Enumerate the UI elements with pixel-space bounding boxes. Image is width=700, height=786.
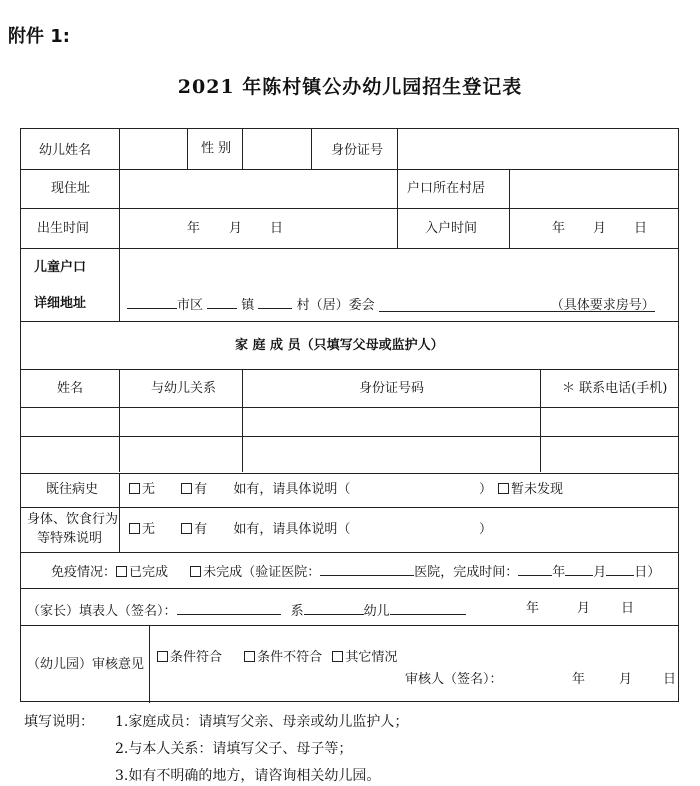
immunization-day-label: 日） <box>634 565 661 580</box>
row-divider <box>21 552 678 553</box>
household-address-label-line2: 详细地址 <box>34 296 87 311</box>
special-options <box>129 522 350 538</box>
filler-day-label: 日 <box>621 601 635 616</box>
col-divider <box>311 129 312 169</box>
col-divider <box>119 129 120 321</box>
city-blank[interactable] <box>127 295 177 309</box>
medical-history-options <box>129 482 350 498</box>
special-detail-prompt: 如有，请具体说明（ <box>233 522 351 537</box>
review-meets-label: 条件符合 <box>170 650 223 665</box>
note-item-3: 3.如有不明确的地方，请咨询相关幼儿园。 <box>115 768 381 784</box>
filler-child-label: 幼儿 <box>363 604 390 619</box>
town-label: 镇 <box>241 298 255 313</box>
filler-year-label: 年 <box>526 601 540 616</box>
filler-month-label: 月 <box>577 601 591 616</box>
review-not-meets-checkbox[interactable] <box>244 651 255 662</box>
town-blank[interactable] <box>207 295 237 309</box>
completion-month-blank[interactable] <box>565 562 593 576</box>
col-divider <box>397 129 398 169</box>
current-address-label: 现住址 <box>51 181 91 196</box>
immunization-completed-checkbox[interactable] <box>116 566 127 577</box>
family-col-name: 姓名 <box>57 381 84 396</box>
review-other-label: 其它情况 <box>345 650 398 665</box>
medical-has-label: 有 <box>194 482 208 497</box>
medical-has-checkbox[interactable] <box>181 483 192 494</box>
filler-signature-blank[interactable] <box>177 601 281 615</box>
entry-day-label: 日 <box>634 221 648 236</box>
col-divider <box>397 169 398 248</box>
immunization-month-label: 月 <box>593 565 607 580</box>
col-divider <box>119 369 120 472</box>
review-day-label: 日 <box>663 672 677 687</box>
medical-detail-prompt: 如有，请具体说明（ <box>233 482 351 497</box>
medical-none-label: 无 <box>142 482 156 497</box>
household-village-label: 户口所在村居 <box>407 181 486 196</box>
review-meets-checkbox[interactable] <box>157 651 168 662</box>
medical-not-found-checkbox[interactable] <box>498 483 509 494</box>
col-divider <box>119 473 120 552</box>
review-options <box>157 650 397 666</box>
medical-history-label: 既往病史 <box>46 482 99 497</box>
medical-none-checkbox[interactable] <box>129 483 140 494</box>
completion-year-blank[interactable] <box>518 562 552 576</box>
row-divider <box>21 321 678 322</box>
completion-day-blank[interactable] <box>606 562 634 576</box>
reviewer-signature-label: 审核人（签名）： <box>405 672 503 687</box>
col-divider <box>187 129 188 169</box>
special-label-line1: 身体、饮食行为 <box>27 512 119 527</box>
row-divider <box>21 625 678 626</box>
relation-blank[interactable] <box>304 601 364 615</box>
hospital-blank[interactable] <box>320 562 414 576</box>
note-item-1: 1.家庭成员：请填写父亲、母亲或幼儿监护人； <box>115 714 409 730</box>
special-detail-close: ） <box>479 522 493 537</box>
attachment-label: 附件 1: <box>8 26 70 47</box>
immunization-year-label: 年 <box>552 565 566 580</box>
row-divider <box>21 588 678 589</box>
special-none-label: 无 <box>142 522 156 537</box>
household-address-label-line1: 儿童户口 <box>34 260 87 275</box>
col-divider <box>242 129 243 169</box>
col-divider <box>509 169 510 248</box>
household-address-line <box>127 295 655 314</box>
review-other-checkbox[interactable] <box>332 651 343 662</box>
id-number-label: 身份证号 <box>331 143 384 158</box>
review-label: （幼儿园）审核意见 <box>27 657 145 672</box>
family-col-phone: ＊ 联系电话(手机) <box>562 381 668 396</box>
household-entry-time-label: 入户时间 <box>425 221 478 236</box>
entry-month-label: 月 <box>593 221 607 236</box>
special-has-checkbox[interactable] <box>181 523 192 534</box>
review-year-label: 年 <box>572 672 586 687</box>
immunization-not-completed-label: 未完成 <box>203 565 243 580</box>
family-col-relation: 与幼儿关系 <box>151 381 217 396</box>
col-divider <box>242 369 243 472</box>
filler-label: （家长）填表人（签名）： <box>27 604 177 619</box>
birth-day-label: 日 <box>270 221 284 236</box>
review-not-meets-label: 条件不符合 <box>257 650 323 665</box>
immunization-completed-label: 已完成 <box>129 565 169 580</box>
special-label-line2: 等特殊说明 <box>37 531 103 546</box>
family-heading: 家 庭 成 员（只填写父母或监护人） <box>235 338 444 353</box>
special-none-checkbox[interactable] <box>129 523 140 534</box>
child-name-blank[interactable] <box>390 601 466 615</box>
child-name-label: 幼儿姓名 <box>39 143 92 158</box>
birth-year-label: 年 <box>187 221 201 236</box>
immunization-hospital-label: 医院，完成时间： <box>414 565 519 580</box>
immunization-label: 免疫情况： <box>51 565 117 580</box>
notes-heading: 填写说明： <box>24 714 94 730</box>
note-item-2: 2.与本人关系：请填写父子、母子等； <box>115 741 353 757</box>
immunization-line <box>51 562 660 581</box>
filler-relation-label: 系 <box>290 604 304 619</box>
birth-month-label: 月 <box>229 221 243 236</box>
col-divider <box>540 369 541 472</box>
medical-not-found-option <box>498 482 563 498</box>
form-title: 2021 年陈村镇公办幼儿园招生登记表 <box>177 76 523 98</box>
house-number-blank[interactable] <box>379 298 655 312</box>
immunization-verify-label: （验证医院： <box>242 565 321 580</box>
village-blank[interactable] <box>258 295 292 309</box>
immunization-not-completed-checkbox[interactable] <box>190 566 201 577</box>
filler-line <box>27 601 466 620</box>
medical-not-found-label: 暂未发现 <box>511 482 564 497</box>
house-number-note: （具体要求房号） <box>550 298 655 313</box>
village-committee-label: 村（居）委会 <box>296 298 375 313</box>
review-month-label: 月 <box>619 672 633 687</box>
gender-label: 性 别 <box>201 141 232 156</box>
birth-time-label: 出生时间 <box>37 221 90 236</box>
city-district-label: 市区 <box>177 298 204 313</box>
medical-detail-close: ） <box>479 482 493 497</box>
registration-form <box>20 128 679 702</box>
entry-year-label: 年 <box>552 221 566 236</box>
family-col-id: 身份证号码 <box>359 381 425 396</box>
special-has-label: 有 <box>194 522 208 537</box>
col-divider <box>149 625 150 703</box>
